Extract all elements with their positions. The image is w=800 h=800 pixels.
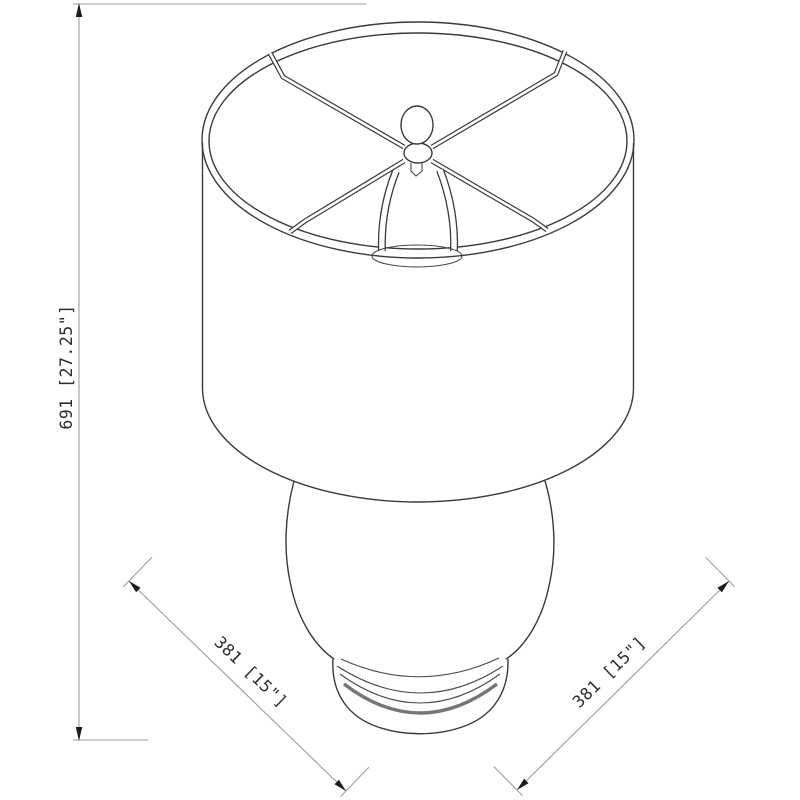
width-right-dimension-line [517, 581, 729, 790]
height-dimension-label: 691 [27.25"] [57, 304, 76, 430]
lamp-body [286, 481, 554, 677]
finial [401, 106, 433, 176]
width-right-tick-top [706, 558, 735, 587]
width-left-dimension-label: 381 [15"] [210, 632, 292, 712]
width-dimension-right [494, 558, 735, 796]
harp-saddle-tab [411, 163, 422, 176]
height-dimension [57, 3, 366, 741]
width-left-tick-top [123, 557, 151, 586]
spider-arm-upper-left [270, 53, 404, 147]
height-arrow-bottom [76, 727, 82, 741]
base-shadow-ring [344, 684, 497, 713]
shade-bottom-rim [203, 388, 634, 502]
body-left-outline [286, 481, 334, 659]
width-dimension-left [123, 557, 369, 796]
width-right-tick-bottom [494, 767, 523, 796]
body-right-outline [506, 481, 554, 659]
height-arrow-top [76, 3, 82, 17]
finial-knob [401, 106, 433, 144]
width-left-tick-bottom [340, 767, 369, 796]
lamp-drawing [202, 22, 634, 734]
spider-arm-upper-right [432, 51, 565, 147]
harp [382, 170, 454, 251]
lamp-shade [203, 143, 634, 502]
width-right-dimension-label: 381 [15"] [568, 632, 650, 712]
harp-right-leg-inner [440, 170, 454, 251]
width-left-dimension-line [129, 581, 346, 791]
finial-ball [404, 143, 432, 163]
lamp-base [333, 659, 508, 734]
body-bottom-edge [341, 658, 499, 677]
harp-left-leg-inner [382, 171, 396, 251]
base-ring-upper [337, 666, 503, 693]
